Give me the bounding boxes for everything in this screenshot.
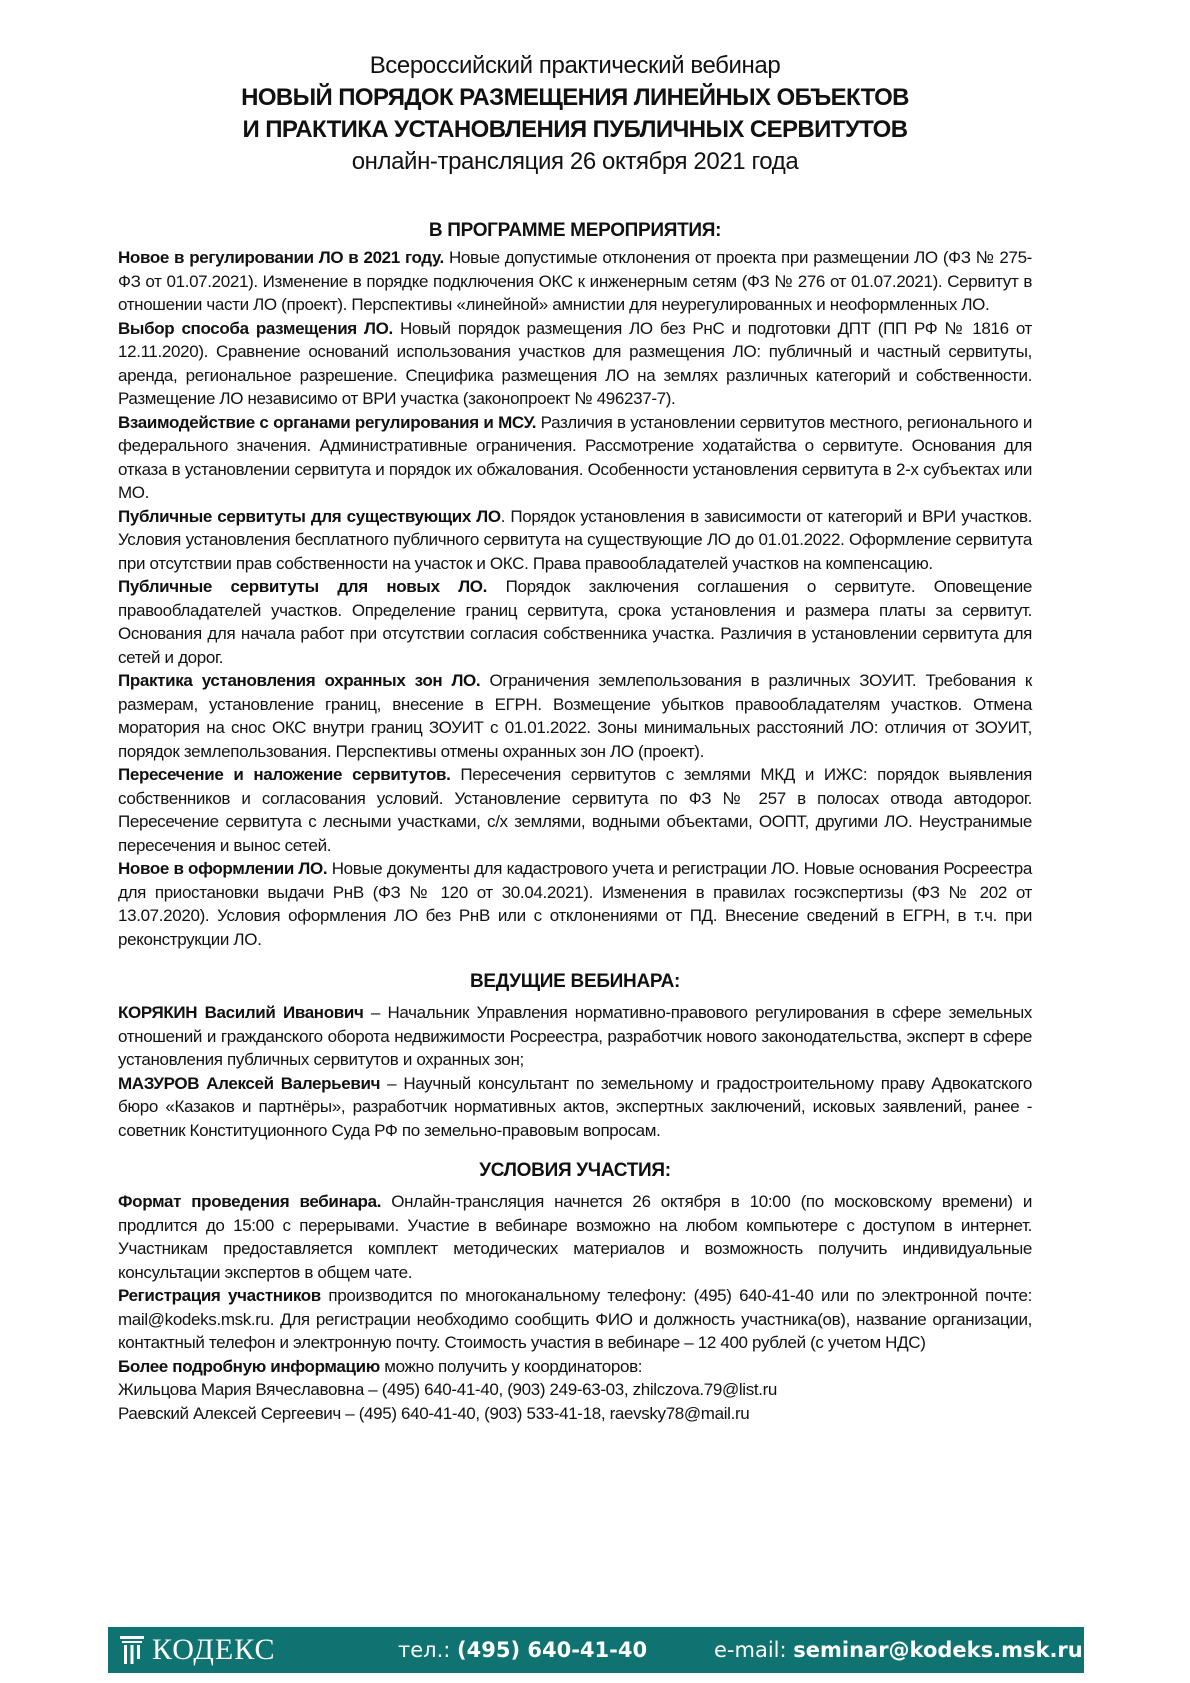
program-item-lead: Новое в оформлении ЛО. xyxy=(118,859,328,878)
kodeks-logo xyxy=(120,1631,276,1669)
terms-item xyxy=(118,1284,1032,1355)
program-item xyxy=(118,246,1032,317)
terms-heading: УСЛОВИЯ УЧАСТИЯ: xyxy=(479,1160,671,1181)
program-item-text: Порядок заключения соглашения о сервитуте. Оповещение правообладателей участков. Определение границ сервитута, срока установления и размера платы за сервитут. Основания для начала работ при отсутствии согласия собственника участка. Различия в установлении сервитута для сетей и дорог. xyxy=(118,577,1032,667)
program-heading: В ПРОГРАММЕ МЕРОПРИЯТИЯ: xyxy=(428,220,722,241)
hosts-heading: ВЕДУЩИЕ ВЕБИНАРА: xyxy=(469,971,681,992)
phone-label: тел.: xyxy=(398,1638,458,1662)
program-item-lead: Практика установления охранных зон ЛО. xyxy=(118,671,481,690)
terms-item xyxy=(118,1355,1032,1379)
host-name: МАЗУРОВ Алексей Валерьевич xyxy=(118,1073,381,1093)
program-item-text: Ограничения землепользования в различных ЗОУИТ. Требования к размерам, установление границ, внесение в ЕГРН. Возмещение убытков правообладателям участков. Отмена моратория на снос ОКС внутри границ ЗОУИТ с 01.01.2022. Зоны минимальных расстояний ЛО: отличия от ЗОУИТ, порядок землепользования. Перспективы отмены охранных зон ЛО (проект). xyxy=(118,671,1032,761)
program-item xyxy=(118,505,1032,576)
hosts-list xyxy=(118,1001,1032,1142)
program-item-text: Новые допустимые отклонения от проекта при размещении ЛО (ФЗ № 275-ФЗ от 01.07.2021). Изменение в порядке подключения ОКС к инженерным сетям (ФЗ № 276 от 01.07.2021). Сервитут в отношении части ЛО (проект). Перспективы «линейной» амнистии для неурегулированных и неоформленных ЛО. xyxy=(118,248,1032,314)
event-date: онлайн-трансляция 26 октября 2021 года xyxy=(351,148,799,175)
program-item xyxy=(118,411,1032,505)
terms-item xyxy=(118,1190,1032,1284)
terms-list xyxy=(118,1190,1032,1425)
program-item-lead: Выбор способа размещения ЛО. xyxy=(118,318,393,338)
program-item xyxy=(118,763,1032,857)
email-label: e-mail: xyxy=(714,1638,794,1662)
program-item-text: Новый порядок размещения ЛО без РнС и подготовки ДПТ (ПП РФ № 1816 от 12.11.2020). Сравнение оснований использования участков для размещения ЛО: публичный и частный сервитуты, аренда, региональное разрешение. Специфика размещения ЛО на землях различных категорий и собственности. Размещение ЛО независимо от ВРИ участка (законопроект № 496237-7). xyxy=(118,318,1032,408)
footer-email xyxy=(714,1637,1083,1663)
document-header xyxy=(118,50,1032,178)
terms-item-lead: Регистрация участников xyxy=(118,1286,321,1305)
host-item xyxy=(118,1072,1032,1143)
host-description: – Научный консультант по земельному и градостроительному праву Адвокатского бюро «Казаков и партнёры», разработчик нормативных актов, экспертных заключений, исковых заявлений, ранее - советник Конституционного Суда РФ по земельно-правовым вопросам. xyxy=(118,1073,1033,1140)
program-item-lead: Публичные сервитуты для новых ЛО. xyxy=(118,577,488,596)
program-item xyxy=(118,317,1032,411)
program-item xyxy=(118,669,1032,763)
program-item-lead: Новое в регулировании ЛО в 2021 году. xyxy=(118,248,444,267)
program-item-lead: Пересечение и наложение сервитутов. xyxy=(118,765,451,784)
host-name: КОРЯКИН Василий Иванович xyxy=(118,1003,364,1022)
program-item-lead: Взаимодействие с органами регулирования и МСУ. xyxy=(118,412,537,432)
coordinator-contact: Раевский Алексей Сергеевич – (495) 640-41-40, (903) 533-41-18, raevsky78@mail.ru xyxy=(118,1403,750,1423)
footer-phone xyxy=(398,1637,647,1663)
event-title-line-1: НОВЫЙ ПОРЯДОК РАЗМЕЩЕНИЯ ЛИНЕЙНЫХ ОБЪЕКТОВ xyxy=(241,84,909,111)
program-item-text: Пересечения сервитутов с землями МКД и ИЖС: порядок выявления собственников и согласования условий. Установление сервитута по ФЗ № 257 в полосах отвода автодорог. Пересечение сервитута с лесными участками, с/х землями, водными объектами, ООПТ, другими ЛО. Неустранимые пересечения и вынос сетей. xyxy=(118,765,1032,855)
phone-value[interactable]: (495) 640-41-40 xyxy=(457,1638,648,1662)
terms-item-lead: Формат проведения вебинара. xyxy=(118,1192,382,1211)
event-type: Всероссийский практический вебинар xyxy=(369,52,781,79)
terms-item-text: Онлайн-трансляция начнется 26 октября в 10:00 (по московскому времени) и продлится до 15:00 с перерывами. Участие в вебинаре возможно на любом компьютере с доступом в интернет. Участникам предоставляется комплект методических материалов и возможность получить индивидуальные консультации экспертов в общем чате. xyxy=(118,1192,1033,1282)
footer-bar xyxy=(108,1627,1084,1673)
program-list xyxy=(118,246,1032,951)
coordinator-contact: Жильцова Мария Вячеславовна – (495) 640-41-40, (903) 249-63-03, zhilczova.79@list.ru xyxy=(118,1380,778,1399)
email-value[interactable]: seminar@kodeks.msk.ru xyxy=(793,1638,1083,1662)
terms-item-text: производится по многоканальному телефону: (495) 640-41-40 или по электронной почте: mail@kodeks.msk.ru. Для регистрации необходимо сообщить ФИО и должность участника(ов), название организации, контактный телефон и электронную почту. Стоимость участия в вебинаре – 12 400 рублей (с учетом НДС) xyxy=(118,1286,1032,1352)
program-item-lead: Публичные сервитуты для существующих ЛО xyxy=(118,506,501,526)
program-item xyxy=(118,575,1032,669)
event-title-line-2: И ПРАКТИКА УСТАНОВЛЕНИЯ ПУБЛИЧНЫХ СЕРВИТУТОВ xyxy=(242,116,908,143)
host-description: – Начальник Управления нормативно-правового регулирования в сфере земельных отношений и гражданского оборота недвижимости Росреестра, разработчик нового законодательства, эксперт в сфере установления публичных сервитутов и охранных зон; xyxy=(118,1003,1033,1069)
terms-item-lead: Более подробную информацию xyxy=(118,1356,380,1376)
program-item-text: . Порядок установления в зависимости от категорий и ВРИ участков. Условия установления бесплатного публичного сервитута на существующие ЛО до 01.01.2022. Оформление сервитута при отсутствии прав собственности на участок и ОКС. Права правообладателей участков на компенсацию. xyxy=(118,506,1032,573)
terms-item-text: можно получить у координаторов: xyxy=(379,1356,643,1376)
document-page xyxy=(118,48,1032,1425)
logo-text: КОДЕКС xyxy=(152,1633,276,1666)
column-pillar-icon xyxy=(120,1636,144,1664)
program-item-text: Различия в установлении сервитутов местного, регионального и федерального значения. Административные ограничения. Рассмотрение ходатайства о сервитуте. Основания для отказа в установлении сервитута и порядок их обжалования. Особенности установления сервитута в 2-х субъектах или МО. xyxy=(118,412,1032,502)
host-item xyxy=(118,1001,1032,1072)
program-item-text: Новые документы для кадастрового учета и регистрации ЛО. Новые основания Росреестра для приостановки выдачи РнВ (ФЗ № 120 от 30.04.2021). Изменения в правилах госэкспертизы (ФЗ № 202 от 13.07.2020). Условия оформления ЛО без РнВ или с отклонениями от ПД. Внесение сведений в ЕГРН, в т.ч. при реконструкции ЛО. xyxy=(118,859,1032,949)
program-item xyxy=(118,857,1032,951)
